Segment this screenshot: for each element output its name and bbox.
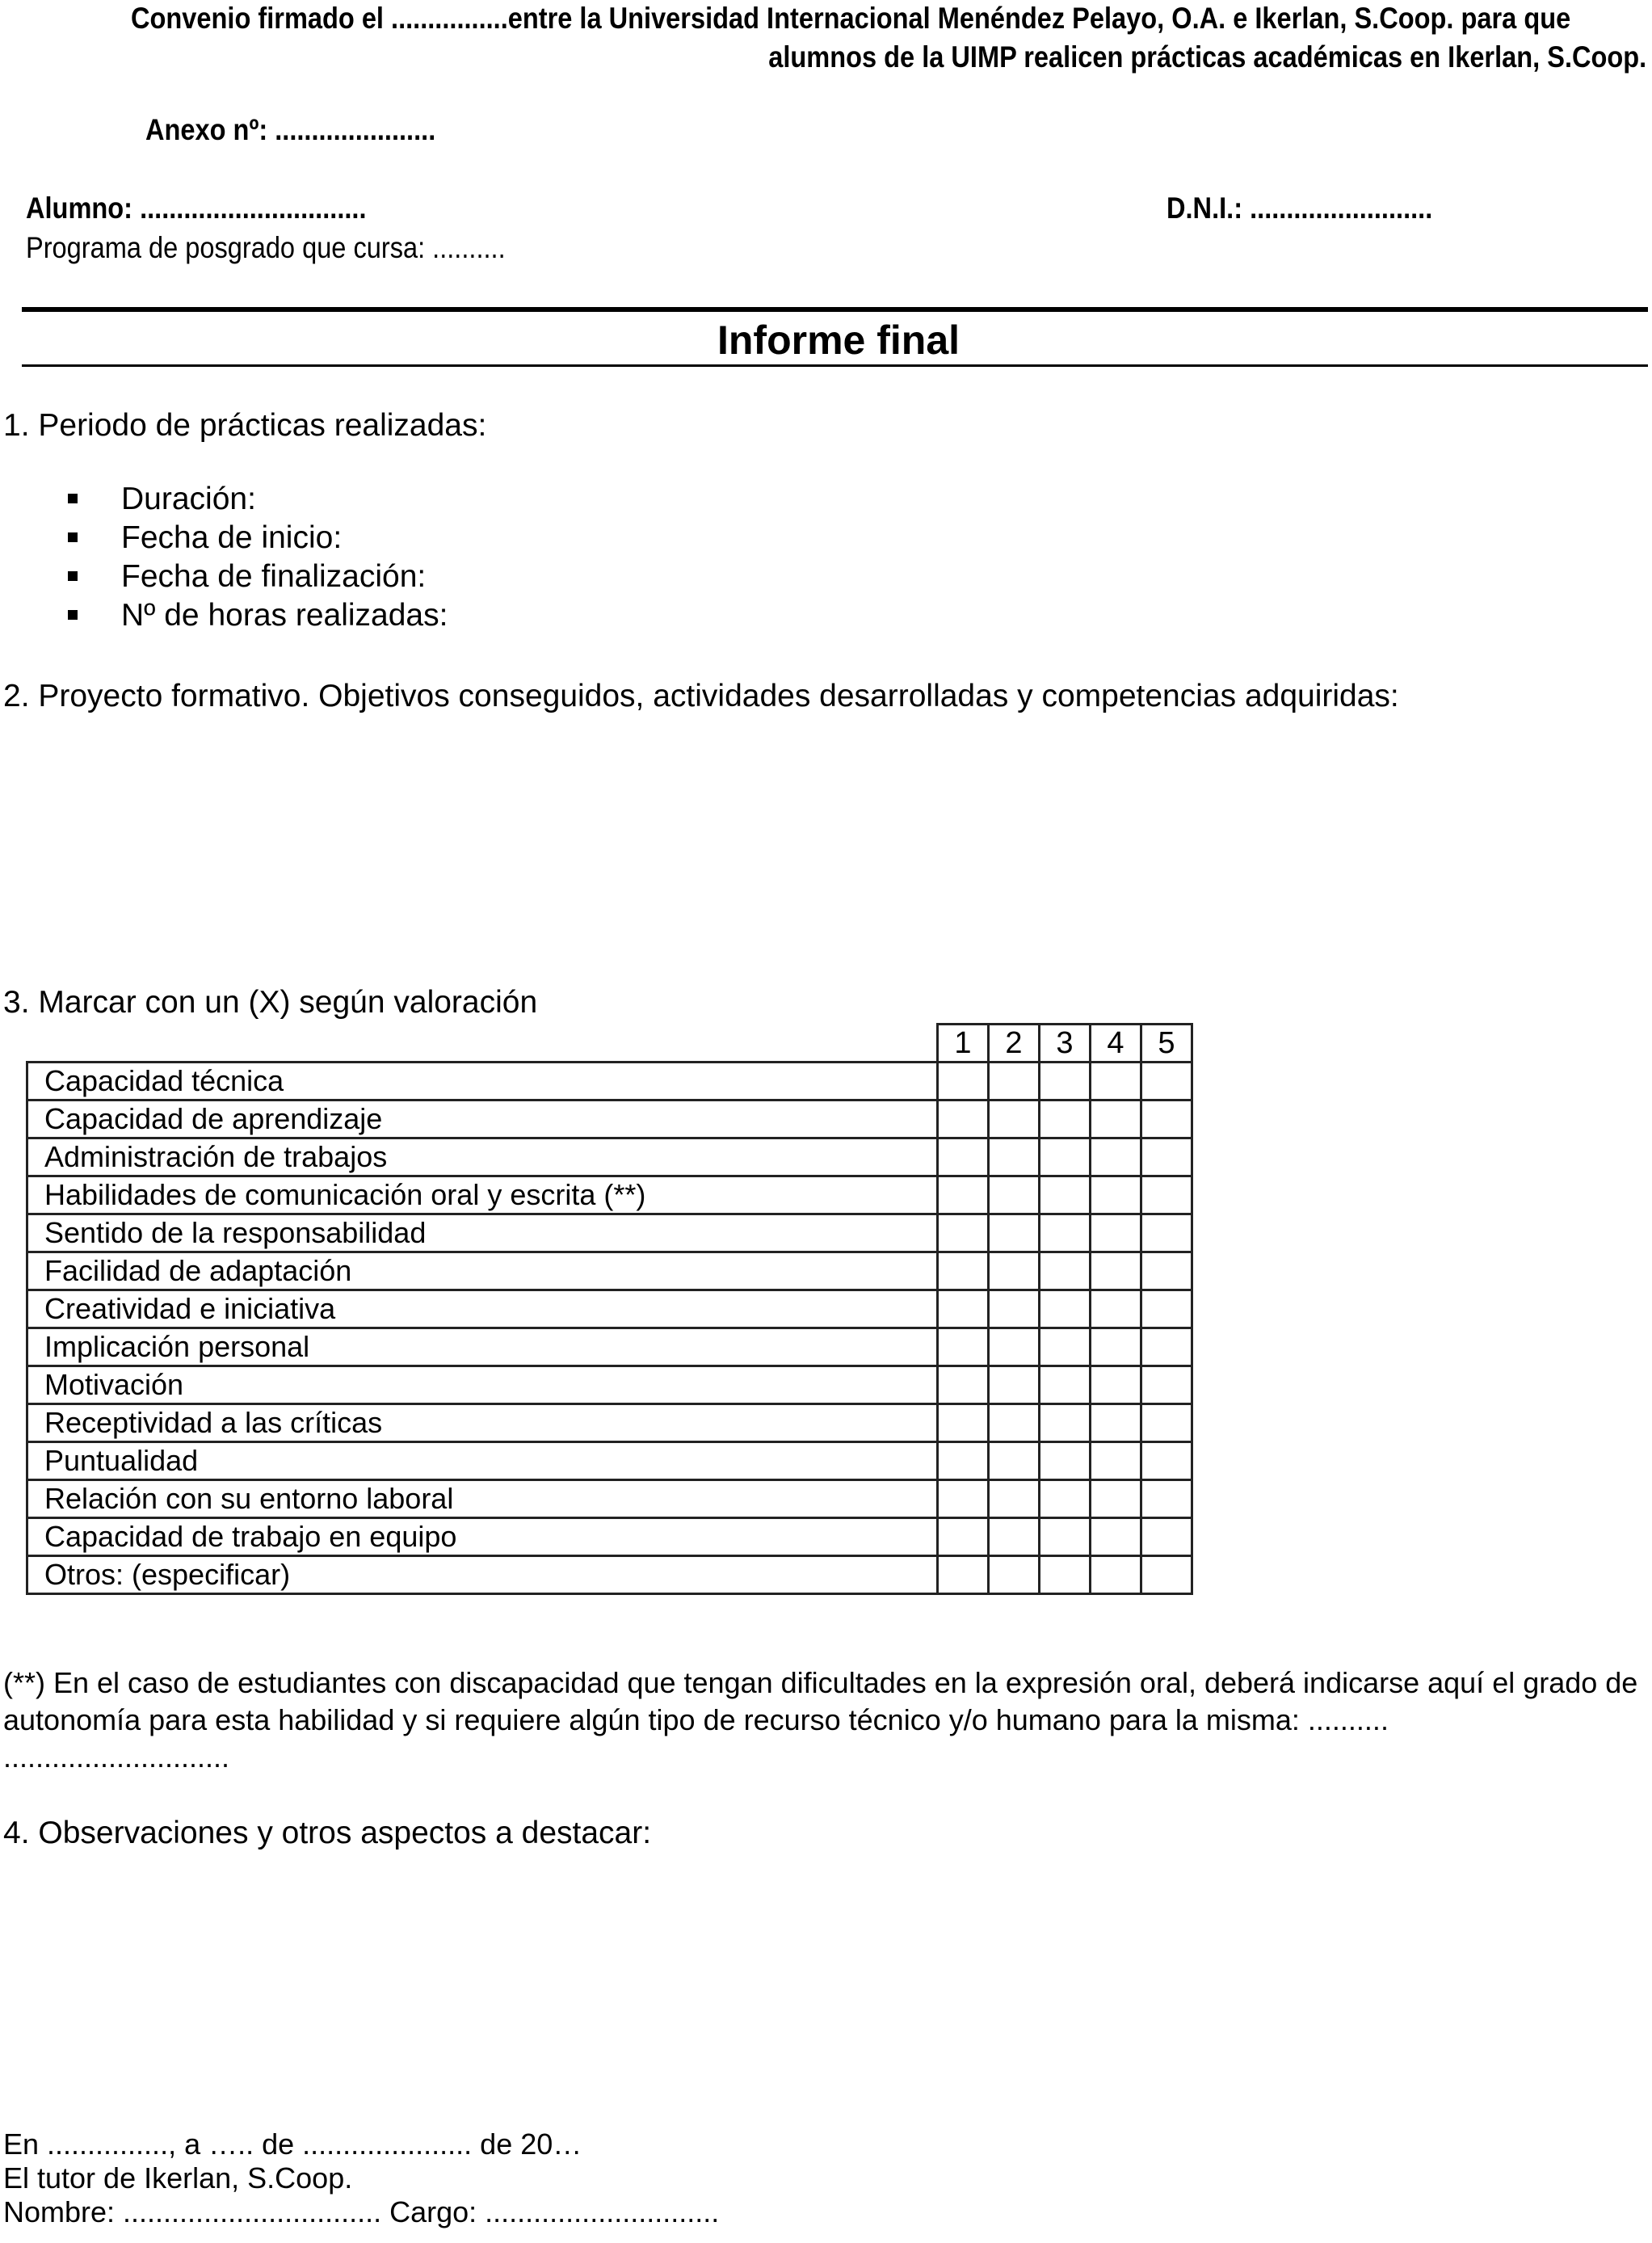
rating-cell-3[interactable] xyxy=(1040,1214,1091,1252)
rating-cell-5[interactable] xyxy=(1141,1328,1192,1366)
rating-cell-3[interactable] xyxy=(1040,1063,1091,1100)
rating-cell-5[interactable] xyxy=(1141,1100,1192,1138)
table-row xyxy=(27,1176,1192,1214)
criterion-label: Puntualidad xyxy=(27,1442,938,1480)
rating-cell-1[interactable] xyxy=(938,1063,989,1100)
rating-cell-4[interactable] xyxy=(1091,1100,1141,1138)
rating-cell-1[interactable] xyxy=(938,1556,989,1594)
rating-cell-2[interactable] xyxy=(989,1100,1040,1138)
rating-cell-3[interactable] xyxy=(1040,1518,1091,1556)
footnote-dots: ............................ xyxy=(3,1740,230,1774)
rating-cell-2[interactable] xyxy=(989,1480,1040,1518)
alumno-field: Alumno: ............................... xyxy=(26,191,367,225)
rating-cell-2[interactable] xyxy=(989,1252,1040,1290)
agreement-header-line2: alumnos de la UIMP realicen prácticas académicas en Ikerlan, S.Coop. xyxy=(768,40,1646,74)
rating-cell-1[interactable] xyxy=(938,1442,989,1480)
table-row xyxy=(27,1556,1192,1594)
criteria-rows xyxy=(27,1063,1192,1594)
anexo-field: Anexo nº: ...................... xyxy=(145,113,436,146)
rating-cell-4[interactable] xyxy=(1091,1290,1141,1328)
agreement-header-line1: Convenio firmado el ................entre la Universidad Internacional Menéndez Pelayo, O.A. e Ikerlan, S.Coop. para que xyxy=(131,2,1571,35)
evaluation-table xyxy=(26,1023,1193,1595)
rating-cell-2[interactable] xyxy=(989,1328,1040,1366)
rating-cell-1[interactable] xyxy=(938,1290,989,1328)
scale-label: 1 xyxy=(938,1025,989,1063)
dni-field: D.N.I.: ......................... xyxy=(1166,191,1433,225)
rating-cell-5[interactable] xyxy=(1141,1480,1192,1518)
rating-cell-1[interactable] xyxy=(938,1100,989,1138)
table-row xyxy=(27,1442,1192,1480)
rating-cell-4[interactable] xyxy=(1091,1328,1141,1366)
name-role-line: Nombre: ................................ Cargo: ............................. xyxy=(3,2195,720,2228)
criterion-label: Receptividad a las críticas xyxy=(27,1404,938,1442)
tutor-line: El tutor de Ikerlan, S.Coop. xyxy=(3,2161,353,2195)
table-row xyxy=(27,1252,1192,1290)
rating-cell-4[interactable] xyxy=(1091,1176,1141,1214)
section1-heading: 1. Periodo de prácticas realizadas: xyxy=(3,408,487,443)
rating-cell-1[interactable] xyxy=(938,1138,989,1176)
period-list xyxy=(68,480,448,635)
rating-cell-4[interactable] xyxy=(1091,1480,1141,1518)
rating-cell-5[interactable] xyxy=(1141,1290,1192,1328)
scale-label: 5 xyxy=(1141,1025,1192,1063)
rating-cell-1[interactable] xyxy=(938,1176,989,1214)
rating-cell-3[interactable] xyxy=(1040,1138,1091,1176)
criterion-label: Capacidad técnica xyxy=(27,1063,938,1100)
rating-cell-5[interactable] xyxy=(1141,1214,1192,1252)
criterion-label: Implicación personal xyxy=(27,1328,938,1366)
criterion-label: Administración de trabajos xyxy=(27,1138,938,1176)
list-item: Duración: xyxy=(68,480,448,519)
rating-cell-2[interactable] xyxy=(989,1518,1040,1556)
rating-cell-2[interactable] xyxy=(989,1063,1040,1100)
rating-cell-3[interactable] xyxy=(1040,1442,1091,1480)
rating-cell-1[interactable] xyxy=(938,1214,989,1252)
rating-cell-4[interactable] xyxy=(1091,1518,1141,1556)
list-item: Nº de horas realizadas: xyxy=(68,596,448,635)
rating-cell-4[interactable] xyxy=(1091,1138,1141,1176)
place-date-line: En ..............., a ….. de ..................... de 20… xyxy=(3,2127,582,2161)
rating-cell-5[interactable] xyxy=(1141,1442,1192,1480)
rating-cell-1[interactable] xyxy=(938,1404,989,1442)
table-row xyxy=(27,1100,1192,1138)
scale-label: 4 xyxy=(1091,1025,1141,1063)
rating-cell-4[interactable] xyxy=(1091,1252,1141,1290)
criterion-label: Creatividad e iniciativa xyxy=(27,1290,938,1328)
table-row xyxy=(27,1138,1192,1176)
criterion-label: Sentido de la responsabilidad xyxy=(27,1214,938,1252)
table-row xyxy=(27,1214,1192,1252)
rating-cell-3[interactable] xyxy=(1040,1176,1091,1214)
rating-cell-1[interactable] xyxy=(938,1328,989,1366)
rating-cell-5[interactable] xyxy=(1141,1556,1192,1594)
footnote-text: (**) En el caso de estudiantes con discapacidad que tengan dificultades en la expresión oral, deberá indicarse aquí el grado de autonomía para esta habilidad y si requiere algún tipo de recurso técnico y/o humano para la misma: .......... ............................ xyxy=(3,1666,1638,1774)
rating-cell-2[interactable] xyxy=(989,1290,1040,1328)
rating-cell-4[interactable] xyxy=(1091,1404,1141,1442)
scale-label: 2 xyxy=(989,1025,1040,1063)
bullet-square-icon xyxy=(68,494,78,503)
bullet-square-icon xyxy=(68,571,78,581)
rating-cell-1[interactable] xyxy=(938,1518,989,1556)
criterion-label: Habilidades de comunicación oral y escrita (**) xyxy=(27,1176,938,1214)
rating-cell-3[interactable] xyxy=(1040,1480,1091,1518)
criterion-label: Capacidad de trabajo en equipo xyxy=(27,1518,938,1556)
rating-cell-3[interactable] xyxy=(1040,1252,1091,1290)
rating-cell-4[interactable] xyxy=(1091,1556,1141,1594)
rating-cell-5[interactable] xyxy=(1141,1404,1192,1442)
table-row xyxy=(27,1518,1192,1556)
rating-cell-3[interactable] xyxy=(1040,1328,1091,1366)
bullet-square-icon xyxy=(68,610,78,620)
table-row xyxy=(27,1290,1192,1328)
rating-cell-4[interactable] xyxy=(1091,1366,1141,1404)
rating-cell-2[interactable] xyxy=(989,1214,1040,1252)
rating-cell-2[interactable] xyxy=(989,1366,1040,1404)
rating-cell-3[interactable] xyxy=(1040,1100,1091,1138)
rating-cell-2[interactable] xyxy=(989,1176,1040,1214)
scale-header-row xyxy=(27,1025,1192,1063)
criterion-label: Facilidad de adaptación xyxy=(27,1252,938,1290)
rating-cell-1[interactable] xyxy=(938,1366,989,1404)
list-item: Fecha de finalización: xyxy=(68,558,448,596)
rating-cell-1[interactable] xyxy=(938,1252,989,1290)
table-row xyxy=(27,1480,1192,1518)
table-row xyxy=(27,1366,1192,1404)
rating-cell-2[interactable] xyxy=(989,1404,1040,1442)
rating-cell-4[interactable] xyxy=(1091,1063,1141,1100)
rating-cell-5[interactable] xyxy=(1141,1518,1192,1556)
table-row xyxy=(27,1404,1192,1442)
programa-field: Programa de posgrado que cursa: .......... xyxy=(26,231,506,264)
rating-cell-5[interactable] xyxy=(1141,1252,1192,1290)
rating-cell-5[interactable] xyxy=(1141,1366,1192,1404)
rating-cell-5[interactable] xyxy=(1141,1176,1192,1214)
page-title: Informe final xyxy=(717,318,961,363)
rating-cell-2[interactable] xyxy=(989,1138,1040,1176)
rating-cell-1[interactable] xyxy=(938,1480,989,1518)
table-row xyxy=(27,1063,1192,1100)
rating-cell-5[interactable] xyxy=(1141,1063,1192,1100)
rating-cell-4[interactable] xyxy=(1091,1442,1141,1480)
rating-cell-2[interactable] xyxy=(989,1556,1040,1594)
bullet-square-icon xyxy=(68,532,78,542)
title-top-rule xyxy=(22,307,1648,312)
rating-cell-5[interactable] xyxy=(1141,1138,1192,1176)
criterion-label: Relación con su entorno laboral xyxy=(27,1480,938,1518)
rating-cell-3[interactable] xyxy=(1040,1290,1091,1328)
section4-heading: 4. Observaciones y otros aspectos a destacar: xyxy=(3,1816,652,1850)
criterion-label: Motivación xyxy=(27,1366,938,1404)
rating-cell-4[interactable] xyxy=(1091,1214,1141,1252)
section3-heading: 3. Marcar con un (X) según valoración xyxy=(3,985,538,1020)
rating-cell-2[interactable] xyxy=(989,1442,1040,1480)
title-bottom-rule xyxy=(22,364,1648,367)
section2-heading: 2. Proyecto formativo. Objetivos conseguidos, actividades desarrolladas y competencias adquiridas: xyxy=(3,679,1399,713)
criterion-label: Otros: (especificar) xyxy=(27,1556,938,1594)
list-item: Fecha de inicio: xyxy=(68,519,448,558)
rating-cell-3[interactable] xyxy=(1040,1404,1091,1442)
rating-cell-3[interactable] xyxy=(1040,1366,1091,1404)
scale-label: 3 xyxy=(1040,1025,1091,1063)
criterion-label: Capacidad de aprendizaje xyxy=(27,1100,938,1138)
rating-cell-3[interactable] xyxy=(1040,1556,1091,1594)
table-row xyxy=(27,1328,1192,1366)
